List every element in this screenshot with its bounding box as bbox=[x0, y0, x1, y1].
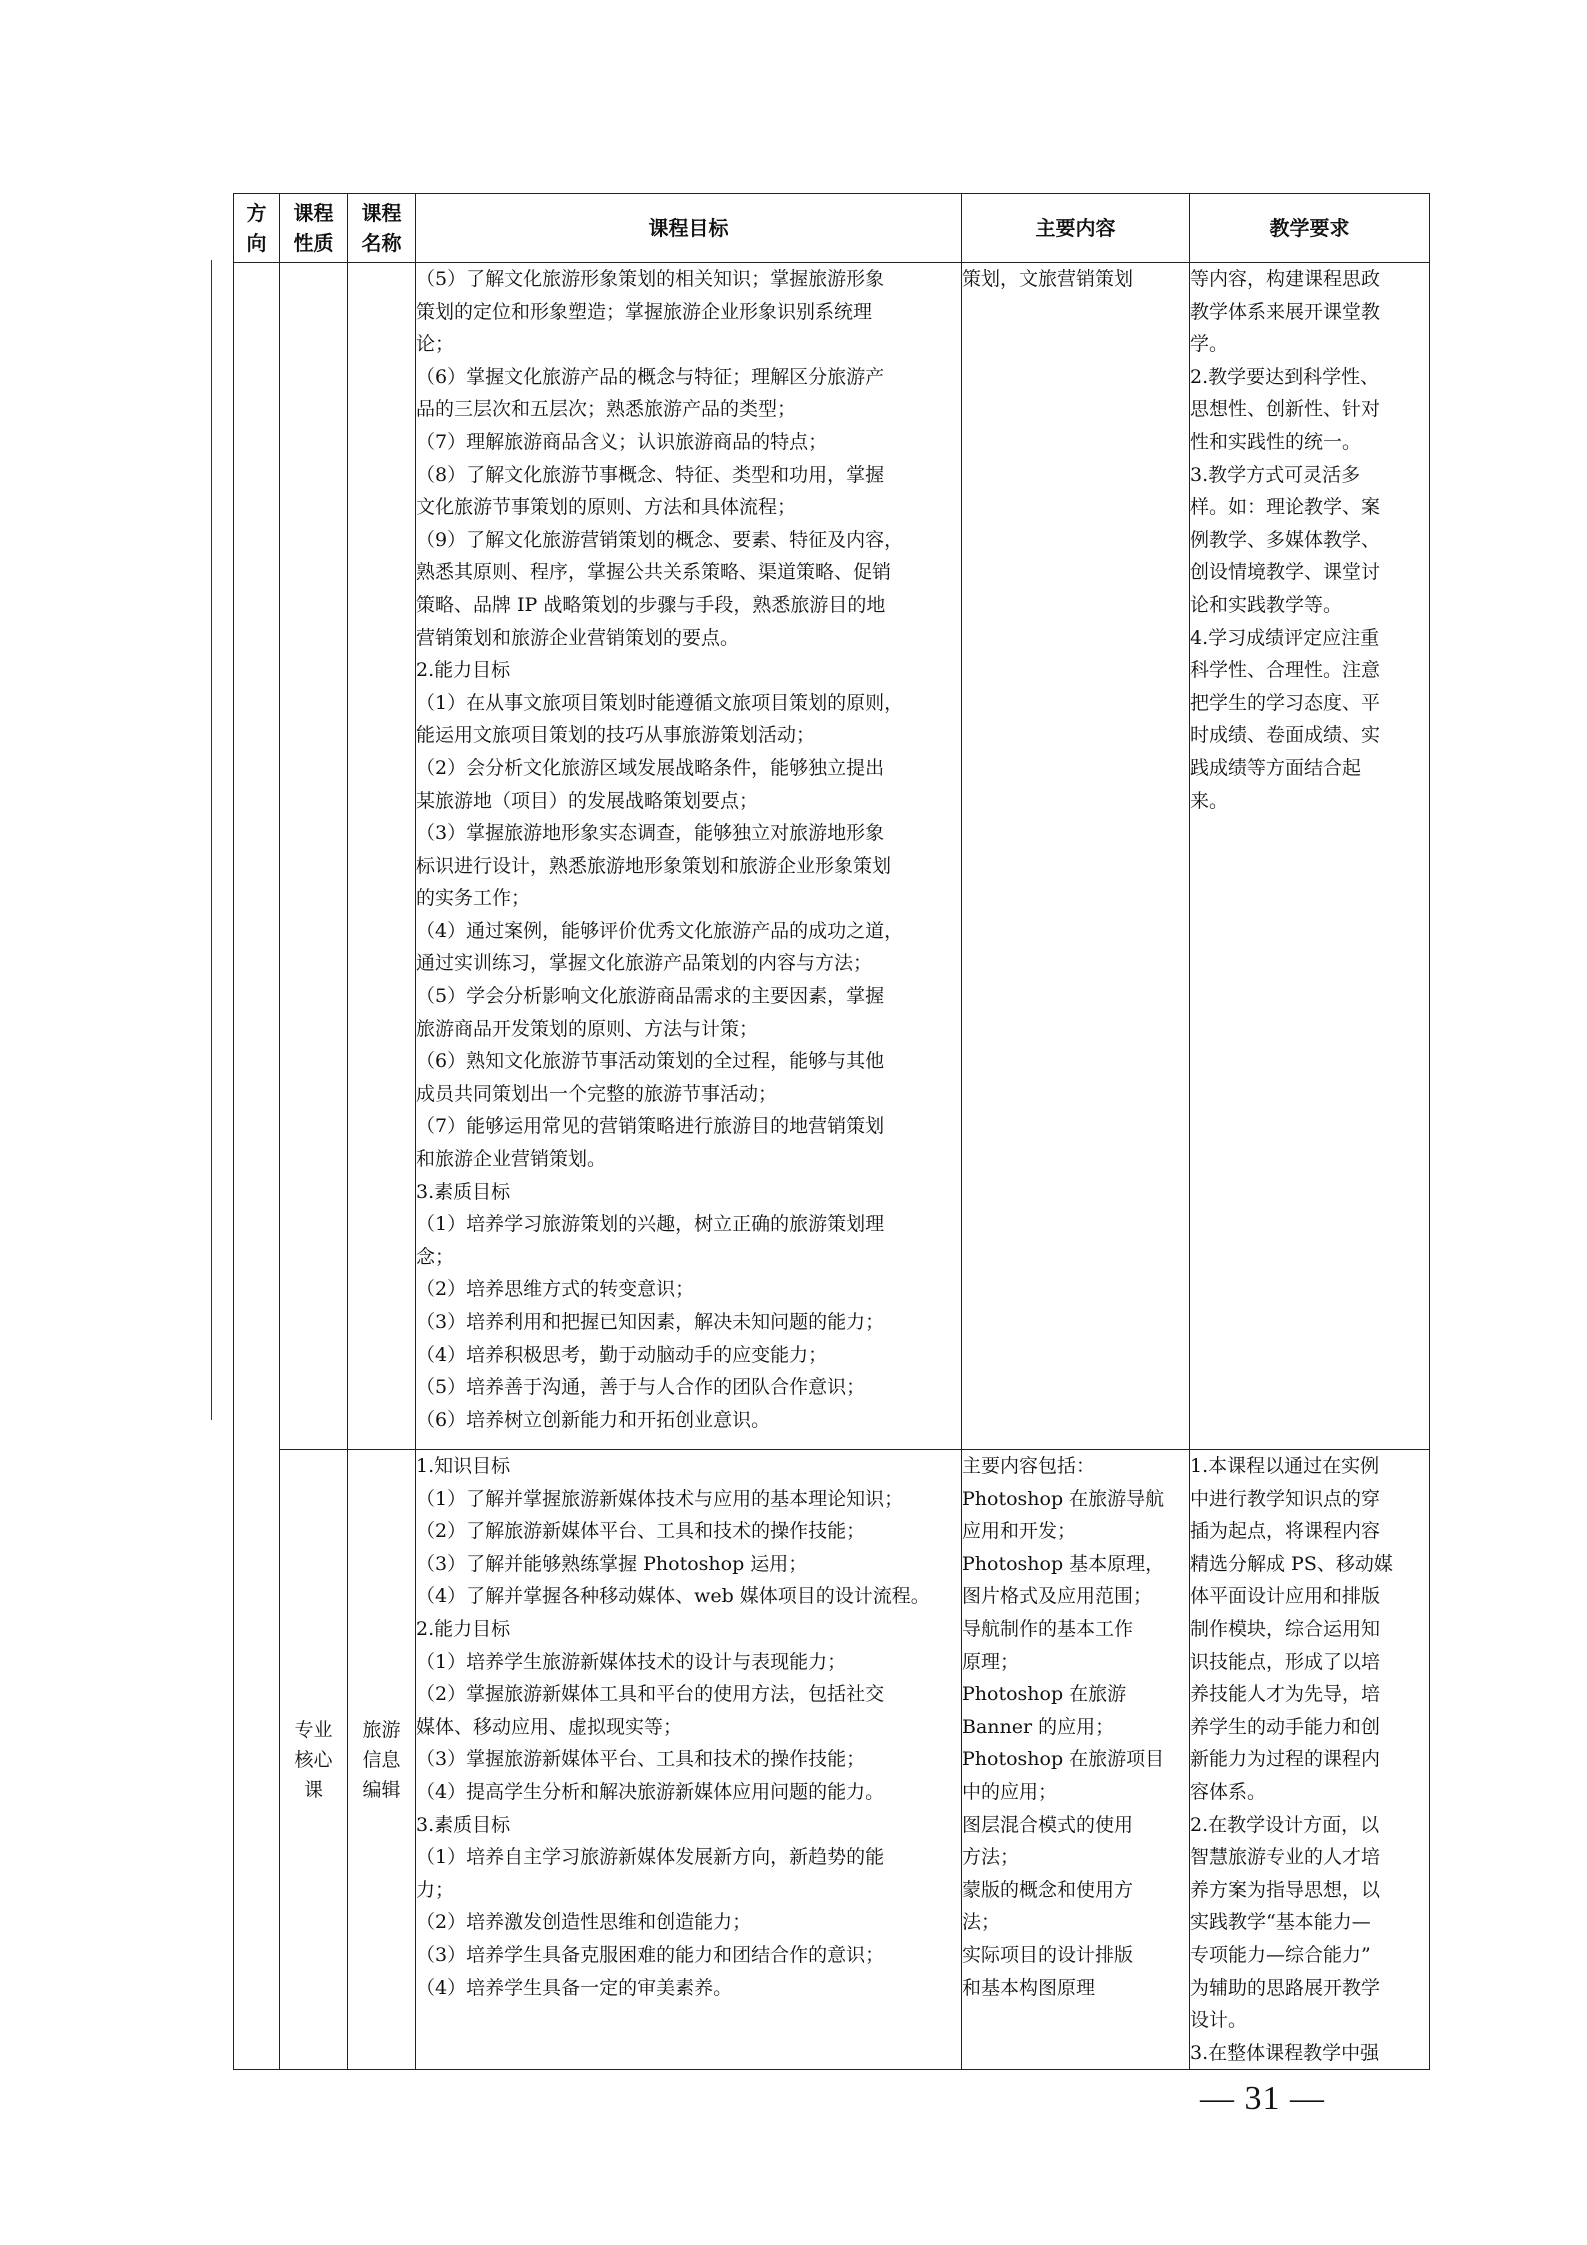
objective-line: 标识进行设计，熟悉旅游地形象策划和旅游企业形象策划 bbox=[416, 854, 892, 877]
objective-line: 能运用文旅项目策划的技巧从事旅游策划活动； bbox=[416, 724, 816, 747]
requirement-line: 智慧旅游专业的人才培 bbox=[1190, 1846, 1381, 1869]
requirement-line: 专项能力—综合能力” bbox=[1190, 1943, 1371, 1966]
course-table-page bbox=[233, 193, 1429, 2064]
objective-line: （5）培养善于沟通，善于与人合作的团队合作意识； bbox=[416, 1376, 866, 1399]
margin-rule bbox=[211, 260, 212, 1420]
objectives-cell bbox=[416, 263, 962, 1450]
objective-line: （6）熟知文化旅游节事活动策划的全过程，能够与其他 bbox=[416, 1050, 885, 1073]
objective-line: （4）培养积极思考，勤于动脑动手的应变能力； bbox=[416, 1343, 828, 1366]
requirement-line: 思想性、创新性、针对 bbox=[1190, 398, 1381, 421]
requirement-line: 养方案为指导思想，以 bbox=[1190, 1878, 1381, 1901]
nature-cell-empty bbox=[280, 263, 348, 1450]
name-cell-empty bbox=[348, 263, 416, 1450]
content-line: 应用和开发； bbox=[962, 1520, 1077, 1543]
objective-line: （1）在从事文旅项目策划时能遵循文旅项目策划的原则， bbox=[416, 691, 904, 714]
content-cell bbox=[962, 263, 1190, 1450]
objective-line: 品的三层次和五层次；熟悉旅游产品的类型； bbox=[416, 398, 797, 421]
course-name-line: 编辑 bbox=[362, 1778, 401, 1801]
requirement-line: 样。如：理论教学、案 bbox=[1190, 496, 1381, 519]
content-line: 策划，文旅营销策划 bbox=[962, 268, 1134, 290]
objective-line: （4）通过案例，能够评价优秀文化旅游产品的成功之道， bbox=[416, 919, 904, 942]
objective-line: 成员共同策划出一个完整的旅游节事活动； bbox=[416, 1082, 778, 1105]
requirement-line: 设计。 bbox=[1190, 2009, 1248, 2032]
objective-line: （3）掌握旅游新媒体平台、工具和技术的操作技能； bbox=[416, 1748, 866, 1771]
objective-line: （7）能够运用常见的营销策略进行旅游目的地营销策划 bbox=[416, 1115, 885, 1138]
objective-line: 营销策划和旅游企业营销策划的要点。 bbox=[416, 626, 740, 649]
objective-line: （6）掌握文化旅游产品的概念与特征；理解区分旅游产 bbox=[416, 365, 885, 388]
requirement-line: 3.在整体课程教学中强 bbox=[1190, 2041, 1380, 2064]
content-line: 原理； bbox=[962, 1650, 1020, 1673]
course-table bbox=[233, 193, 1430, 2070]
objective-line: 3.素质目标 bbox=[416, 1813, 511, 1836]
requirement-line: 教学体系来展开课堂教 bbox=[1190, 300, 1381, 323]
requirement-line: 3.教学方式可灵活多 bbox=[1190, 463, 1361, 486]
requirement-line: 精选分解成 PS、移动媒 bbox=[1190, 1552, 1393, 1575]
header-direction: 方向 bbox=[234, 194, 280, 263]
objective-line: 2.能力目标 bbox=[416, 659, 511, 682]
objective-line: （7）理解旅游商品含义；认识旅游商品的特点； bbox=[416, 430, 828, 453]
objective-line: （4）培养学生具备一定的审美素养。 bbox=[416, 1976, 733, 1999]
content-line: 法； bbox=[962, 1911, 1001, 1934]
objective-line: （8）了解文化旅游节事概念、特征、类型和功用，掌握 bbox=[416, 463, 885, 486]
objective-line: （1）培养学习旅游策划的兴趣，树立正确的旅游策划理 bbox=[416, 1213, 885, 1236]
objective-line: （6）培养树立创新能力和开拓创业意识。 bbox=[416, 1408, 771, 1431]
page-number: — 31 — bbox=[1200, 2080, 1325, 2117]
content-line: 图层混合模式的使用 bbox=[962, 1813, 1134, 1836]
content-line: Photoshop 在旅游 bbox=[962, 1683, 1127, 1706]
objective-line: 通过实训练习，掌握文化旅游产品策划的内容与方法； bbox=[416, 952, 873, 975]
objective-line: 2.能力目标 bbox=[416, 1617, 511, 1640]
course-name-line: 信息 bbox=[362, 1748, 401, 1771]
objective-line: 念； bbox=[416, 1245, 455, 1268]
content-line: 蒙版的概念和使用方 bbox=[962, 1878, 1134, 1901]
header-objectives: 课程目标 bbox=[416, 194, 962, 263]
objective-line: 力； bbox=[416, 1878, 455, 1901]
course-row-tourism-planning bbox=[234, 263, 1430, 1450]
content-line: 实际项目的设计排版 bbox=[962, 1943, 1134, 1966]
requirement-line: 中进行教学知识点的穿 bbox=[1190, 1487, 1381, 1510]
requirement-line: 2.教学要达到科学性、 bbox=[1190, 365, 1380, 388]
requirement-line: 2.在教学设计方面，以 bbox=[1190, 1813, 1380, 1836]
content-line: 和基本构图原理 bbox=[962, 1976, 1096, 1999]
requirement-line: 例教学、多媒体教学、 bbox=[1190, 528, 1381, 551]
objective-line: 3.素质目标 bbox=[416, 1180, 511, 1203]
content-line: Banner 的应用； bbox=[962, 1715, 1115, 1738]
objective-line: （4）提高学生分析和解决旅游新媒体应用问题的能力。 bbox=[416, 1780, 885, 1803]
content-line: 中的应用； bbox=[962, 1780, 1058, 1803]
objective-line: （2）培养激发创造性思维和创造能力； bbox=[416, 1911, 752, 1934]
requirement-line: 识技能点，形成了以培 bbox=[1190, 1650, 1381, 1673]
objectives-cell bbox=[416, 1450, 962, 2070]
requirement-line: 践成绩等方面结合起 bbox=[1190, 756, 1362, 779]
content-line: Photoshop 在旅游项目 bbox=[962, 1748, 1165, 1771]
requirement-line: 养技能人才为先导，培 bbox=[1190, 1683, 1381, 1706]
objective-line: 媒体、移动应用、虚拟现实等； bbox=[416, 1715, 683, 1738]
objective-line: 策划的定位和形象塑造；掌握旅游企业形象识别系统理 bbox=[416, 300, 873, 323]
requirement-line: 制作模块，综合运用知 bbox=[1190, 1617, 1381, 1640]
objective-line: （2）掌握旅游新媒体工具和平台的使用方法，包括社交 bbox=[416, 1683, 885, 1706]
objective-line: （5）了解文化旅游形象策划的相关知识；掌握旅游形象 bbox=[416, 268, 885, 290]
requirement-line: 容体系。 bbox=[1190, 1780, 1267, 1803]
objective-line: （1）培养自主学习旅游新媒体发展新方向，新趋势的能 bbox=[416, 1846, 885, 1869]
course-row-tourism-info-editing bbox=[234, 1450, 1430, 2070]
header-nature: 课程性质 bbox=[280, 194, 348, 263]
objective-line: 1.知识目标 bbox=[416, 1455, 511, 1477]
objective-line: （2）了解旅游新媒体平台、工具和技术的操作技能； bbox=[416, 1520, 866, 1543]
objective-line: （3）培养学生具备克服困难的能力和团结合作的意识； bbox=[416, 1943, 885, 1966]
requirement-line: 1.本课程以通过在实例 bbox=[1190, 1455, 1380, 1477]
content-line: 主要内容包括： bbox=[962, 1455, 1096, 1477]
requirement-line: 新能力为过程的课程内 bbox=[1190, 1748, 1381, 1771]
content-cell bbox=[962, 1450, 1190, 2070]
requirement-line: 时成绩、卷面成绩、实 bbox=[1190, 724, 1381, 747]
content-line: Photoshop 在旅游导航 bbox=[962, 1487, 1165, 1510]
course-nature-line: 专业 bbox=[294, 1718, 333, 1741]
content-line: 导航制作的基本工作 bbox=[962, 1617, 1134, 1640]
course-nature-cell bbox=[280, 1450, 348, 2070]
objective-line: （1）了解并掌握旅游新媒体技术与应用的基本理论知识； bbox=[416, 1487, 904, 1510]
course-name-cell bbox=[348, 1450, 416, 2070]
requirement-line: 体平面设计应用和排版 bbox=[1190, 1585, 1381, 1608]
requirement-line: 性和实践性的统一。 bbox=[1190, 430, 1362, 453]
requirement-line: 实践教学“基本能力— bbox=[1190, 1911, 1371, 1934]
objective-line: （2）会分析文化旅游区域发展战略条件，能够独立提出 bbox=[416, 756, 885, 779]
requirement-line: 4.学习成绩评定应注重 bbox=[1190, 626, 1380, 649]
content-line: Photoshop 基本原理， bbox=[962, 1552, 1165, 1575]
objective-line: 论； bbox=[416, 333, 455, 356]
course-nature-line: 课 bbox=[303, 1778, 323, 1801]
course-name-line: 旅游 bbox=[362, 1718, 401, 1741]
requirement-line: 把学生的学习态度、平 bbox=[1190, 691, 1381, 714]
requirements-cell bbox=[1190, 263, 1430, 1450]
header-row bbox=[234, 194, 1430, 263]
requirement-line: 论和实践教学等。 bbox=[1190, 593, 1343, 616]
direction-cell bbox=[234, 263, 280, 2070]
content-line: 图片格式及应用范围； bbox=[962, 1585, 1153, 1608]
requirement-line: 创设情境教学、课堂讨 bbox=[1190, 561, 1381, 584]
header-requirements: 教学要求 bbox=[1190, 194, 1430, 263]
requirement-line: 科学性、合理性。注意 bbox=[1190, 659, 1381, 682]
objective-line: （2）培养思维方式的转变意识； bbox=[416, 1278, 695, 1301]
header-name: 课程名称 bbox=[348, 194, 416, 263]
objective-line: （9）了解文化旅游营销策划的概念、要素、特征及内容， bbox=[416, 528, 904, 551]
header-content: 主要内容 bbox=[962, 194, 1190, 263]
requirement-line: 来。 bbox=[1190, 789, 1229, 812]
requirements-cell bbox=[1190, 1450, 1430, 2070]
objective-line: （3）培养利用和把握已知因素，解决未知问题的能力； bbox=[416, 1311, 885, 1333]
objective-line: 和旅游企业营销策划。 bbox=[416, 1148, 607, 1171]
objective-line: 文化旅游节事策划的原则、方法和具体流程； bbox=[416, 496, 797, 519]
requirement-line: 为辅助的思路展开教学 bbox=[1190, 1976, 1381, 1999]
course-nature-line: 核心 bbox=[294, 1748, 333, 1771]
requirement-line: 插为起点，将课程内容 bbox=[1190, 1520, 1381, 1543]
content-line: 方法； bbox=[962, 1846, 1020, 1869]
objective-line: 策略、品牌 IP 战略策划的步骤与手段，熟悉旅游目的地 bbox=[416, 593, 886, 616]
objective-line: （3）了解并能够熟练掌握 Photoshop 运用； bbox=[416, 1552, 808, 1575]
objective-line: （5）学会分析影响文化旅游商品需求的主要因素，掌握 bbox=[416, 985, 885, 1008]
objective-line: （4）了解并掌握各种移动媒体、web 媒体项目的设计流程。 bbox=[416, 1585, 930, 1608]
objective-line: 旅游商品开发策划的原则、方法与计策； bbox=[416, 1017, 759, 1040]
objective-line: 熟悉其原则、程序，掌握公共关系策略、渠道策略、促销 bbox=[416, 561, 892, 584]
requirement-line: 养学生的动手能力和创 bbox=[1190, 1715, 1381, 1738]
objective-line: 某旅游地（项目）的发展战略策划要点； bbox=[416, 789, 759, 812]
requirement-line: 等内容，构建课程思政 bbox=[1190, 268, 1381, 290]
objective-line: （1）培养学生旅游新媒体技术的设计与表现能力； bbox=[416, 1650, 847, 1673]
objective-line: 的实务工作； bbox=[416, 887, 531, 910]
objective-line: （3）掌握旅游地形象实态调查，能够独立对旅游地形象 bbox=[416, 822, 885, 845]
requirement-line: 学。 bbox=[1190, 333, 1229, 356]
